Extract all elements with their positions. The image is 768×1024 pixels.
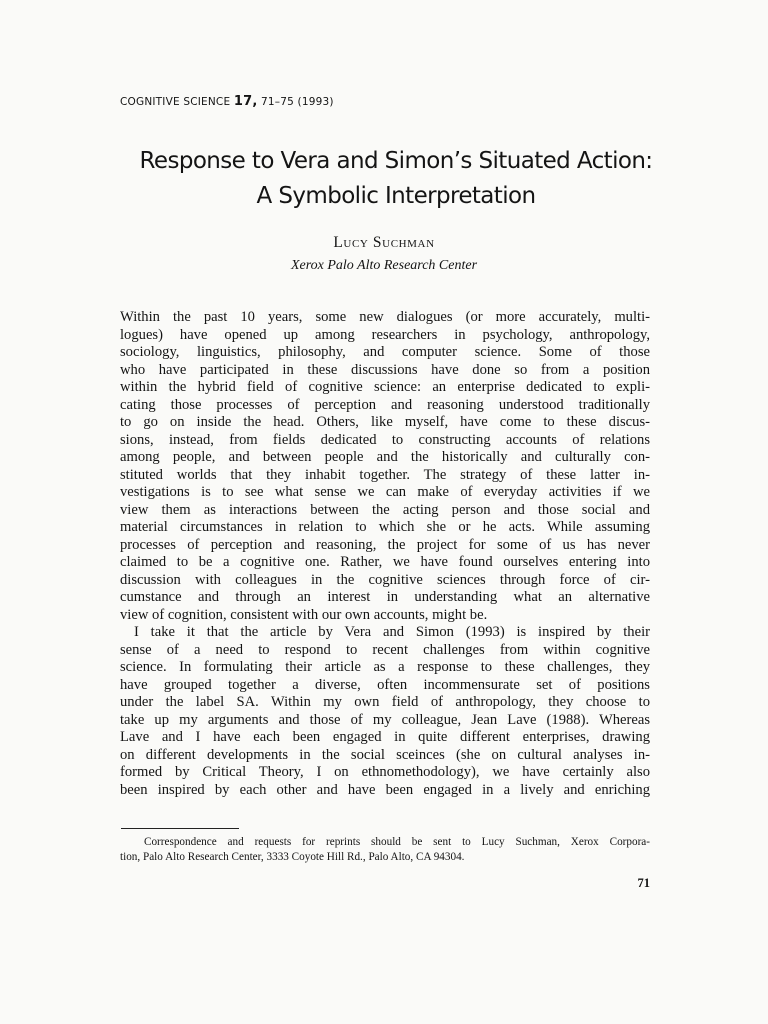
body-line: sense of a need to respond to recent challenges from within cognitive [120,641,650,658]
body-line: to go on inside the head. Others, like myself, have come to these discus- [120,414,650,430]
title-line-2: A Symbolic Interpretation [256,183,536,209]
body-line: cumstance and through an interest in understanding what an alternative [120,589,650,605]
author-affiliation: Xerox Palo Alto Research Center [290,258,478,273]
body-line: cating those processes of perception and reasoning understood traditionally [120,396,650,413]
body-line: discussion with colleagues in the cognitive sciences through force of cir- [120,571,650,588]
body-line: within the hybrid field of cognitive science: an enterprise dedicated to expli- [120,379,650,395]
body-line: among people, and between people and the historically and culturally con- [120,449,650,465]
body-line: stituted worlds that they inhabit together. The strategy of these latter in- [120,466,650,483]
footnote-line: tion, Palo Alto Research Center, 3333 Coyote Hill Rd., Palo Alto, CA 94304. [120,851,465,863]
body-line: formed by Critical Theory, I on ethnomethodology), we have certainly also [120,764,650,780]
body-line: vestigations is to see what sense we can make of everyday activities if we [120,484,650,500]
body-line: logues) have opened up among researchers in psychology, anthropology, [120,326,650,343]
body-line: claimed to be a cognitive one. Rather, we have found ourselves entering into [120,554,650,570]
body-line: view of cognition, consistent with our own accounts, might be. [120,606,488,623]
body-line: material circumstances in relation to which she or he acts. While assuming [120,519,650,535]
body-line: sions, instead, from fields dedicated to constructing accounts of relations [120,431,650,448]
journal-pages-year: 71–75 (1993) [261,96,334,108]
body-line: processes of perception and reasoning, the project for some of us has never [120,536,650,553]
body-line: been inspired by each other and have been engaged in a lively and enriching [120,781,650,798]
body-line: I take it that the article by Vera and Simon (1993) is inspired by their [134,624,650,640]
body-text [120,309,650,799]
body-line: science. In formulating their article as a response to these challenges, they [120,659,650,675]
body-line: who have participated in these discussions have done so from a position [120,361,650,378]
body-line: on different developments in the social sceinces (she on cultural analyses in- [120,746,650,763]
footnote [120,835,650,865]
author-name: Lucy Suchman [333,234,435,251]
body-line: have grouped together a diverse, often incommensurate set of positions [120,676,650,693]
body-line: Lave and I have each been engaged in quite different enterprises, drawing [120,729,650,745]
footnote-divider [121,828,239,829]
title-line-1: Response to Vera and Simon’s Situated Action: [139,148,653,174]
footnote-line: Correspondence and requests for reprints should be sent to Lucy Suchman, Xerox Corpora- [144,836,650,848]
journal-header [120,94,334,109]
body-line: Within the past 10 years, some new dialogues (or more accurately, multi- [120,309,650,325]
body-line: take up my arguments and those of my colleague, Jean Lave (1988). Whereas [120,711,650,728]
journal-name: COGNITIVE SCIENCE [120,96,231,108]
body-line: sociology, linguistics, philosophy, and computer science. Some of those [120,344,650,360]
body-line: view them as interactions between the acting person and those social and [120,501,650,518]
body-line: under the label SA. Within my own field of anthropology, they choose to [120,694,650,710]
page-number: 71 [637,876,650,890]
journal-volume: 17, [233,94,258,109]
